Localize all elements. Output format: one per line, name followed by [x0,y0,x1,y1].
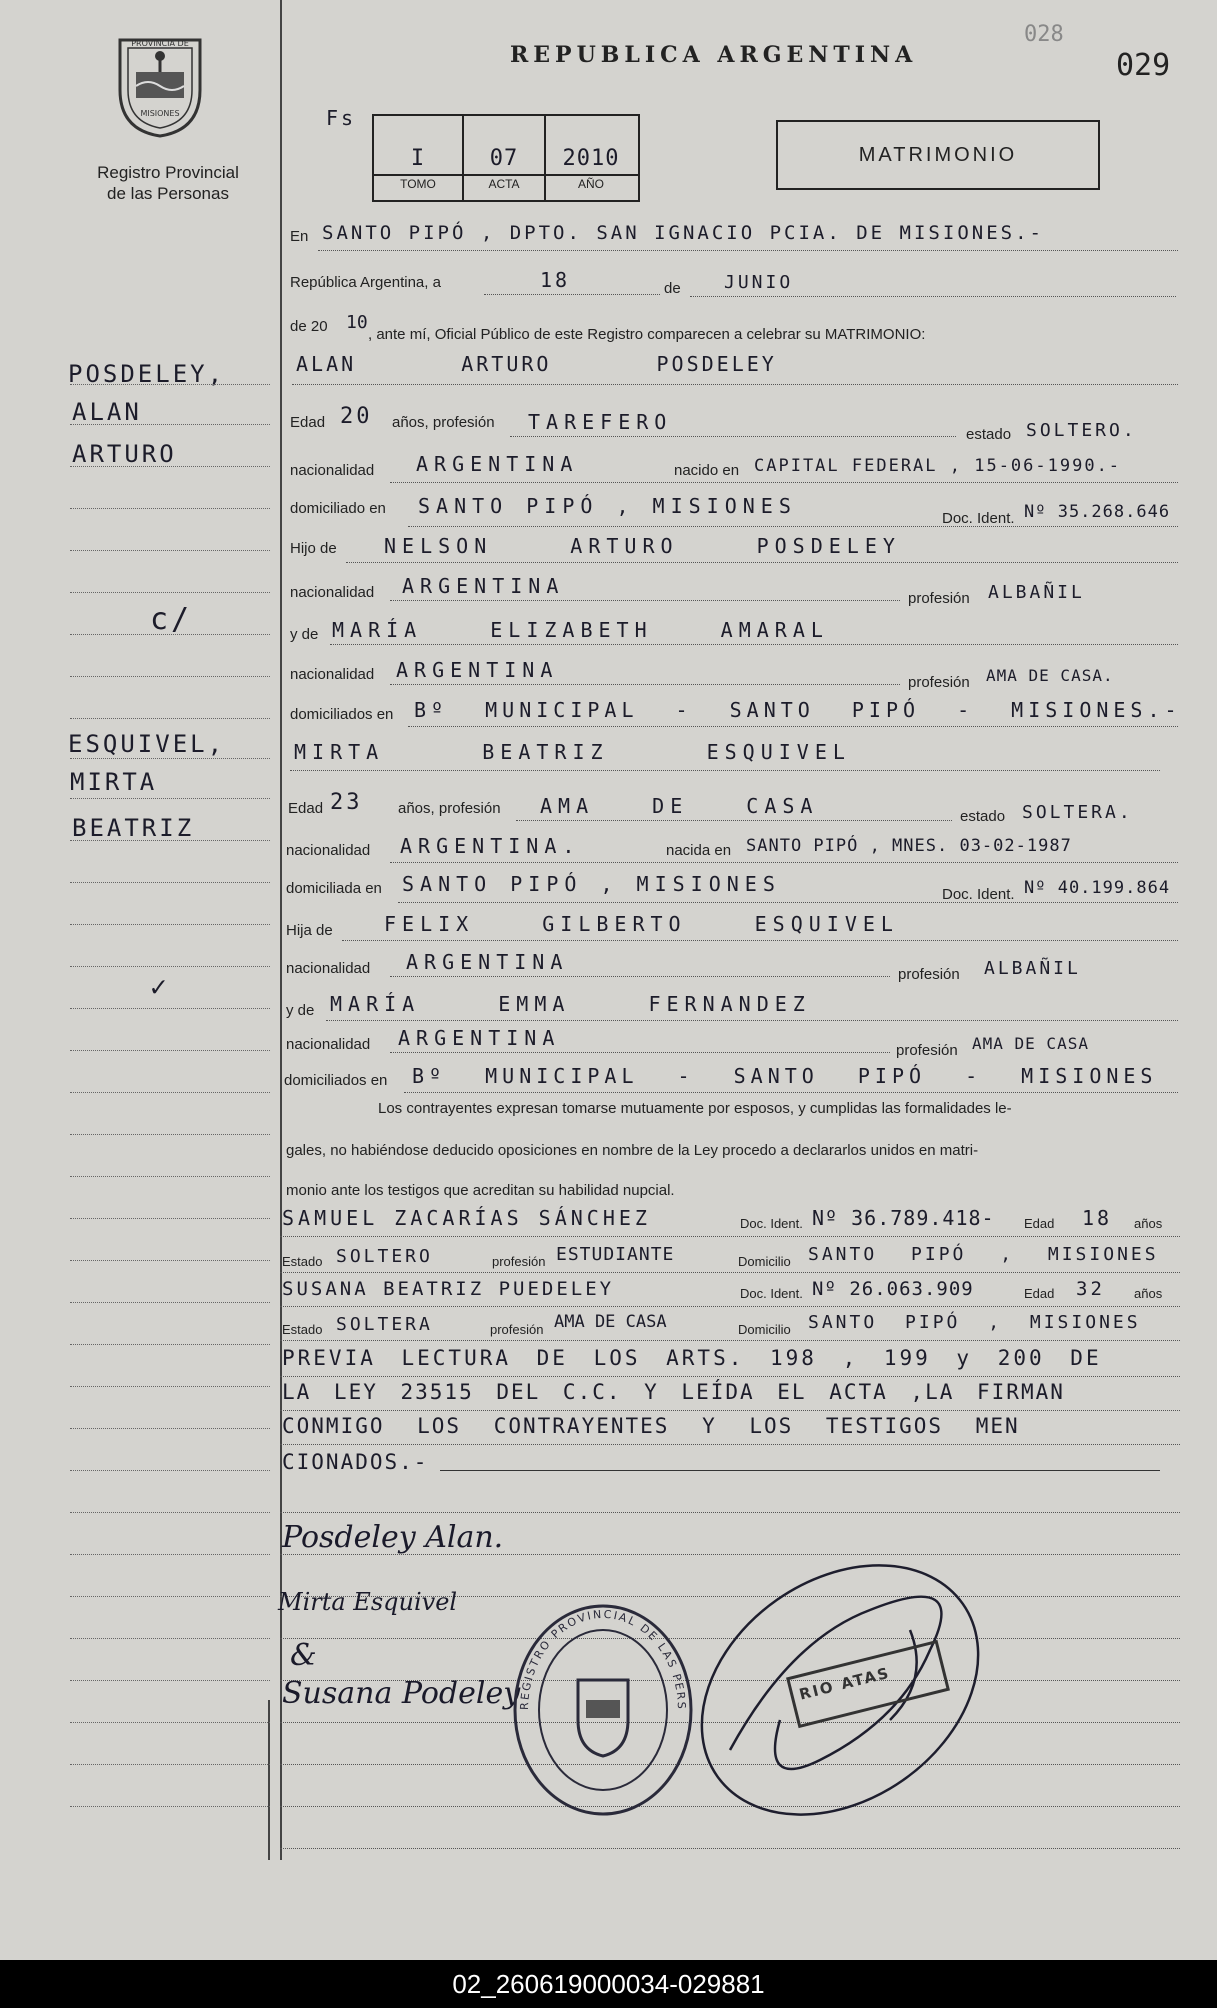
margin-line [70,676,270,677]
margin-line [70,1092,270,1093]
wife-profession: AMA DE CASA [540,794,819,818]
signature-witness-mark: & [290,1638,317,1673]
country-title: REPUBLICA ARGENTINA [510,42,918,68]
anos-profesion-label: años, profesión [398,800,501,817]
en-label: En [290,228,309,245]
margin-line [70,882,270,883]
husband-birth: CAPITAL FEDERAL , 15-06-1990.- [754,456,1122,476]
tomo-label: TOMO [400,177,436,191]
margin-line [70,466,270,467]
margin-line [70,1722,270,1723]
margin-line [70,384,270,385]
emblem-bottom-text: MISIONES [140,109,180,118]
anos-label: años [1134,1286,1163,1301]
margin-wife-name1: MIRTA [70,768,158,796]
page-number-stamp: 029 [1116,48,1171,83]
wyde-line [326,1020,1178,1021]
witness2-profession: AMA DE CASA [554,1312,667,1332]
witness2-age: 32 [1076,1278,1105,1300]
estado-cap-label: Estado [282,1254,323,1269]
wife-profession-line [516,820,952,821]
year-suffix: 10 [346,312,368,333]
legal-line-3: monio ante los testigos que acreditan su habilidad nupcial. [286,1182,675,1199]
rect-stamp-text: RIO ATAS [797,1663,893,1704]
margin-husband-name2: ARTURO [72,440,177,468]
doc-label: Doc. Ident. [740,1216,803,1231]
yde-line [330,644,1178,645]
margin-line [70,592,270,593]
margin-line [70,1302,270,1303]
margin-line [70,1260,270,1261]
legal-line-2: gales, no habiéndose deducido oposiciones en nombre de la Ley procedo a declararlos unidos en matri- [286,1142,979,1159]
closing-line-4: CIONADOS.- [282,1450,429,1474]
wife-mother-profession: AMA DE CASA [972,1034,1089,1053]
margin-line [70,718,270,719]
ruled-line [280,1512,1180,1513]
legal-line-1: Los contrayentes expresan tomarse mutuamente por esposos, y cumplidas las formalidades le- [378,1100,1012,1117]
margin-connector: c/ [150,602,193,637]
signature-witness2: Susana Podeley [282,1676,521,1711]
anos-profesion-label: años, profesión [392,414,495,431]
husband-profession: TAREFERO [528,410,673,434]
estado-cap-label: Estado [282,1322,323,1337]
margin-line [70,924,270,925]
w1-line [280,1236,1180,1237]
day-line [484,294,660,295]
scan-filename-bar [0,1960,1217,2008]
margin-line [70,1134,270,1135]
margin-check: ✓ [150,970,170,1003]
estado-label: estado [960,808,1006,825]
tomo-acta-table [372,114,640,202]
husband-status: SOLTERO. [1026,420,1137,441]
wfnat-line [390,976,890,977]
margin-line [70,550,270,551]
husband-mother-nationality: ARGENTINA [396,658,559,682]
margin-line [70,1008,270,1009]
profesion-label: profesión [898,966,960,983]
estado-label: estado [966,426,1012,443]
fnat-line [390,600,900,601]
seal-text: REGISTRO PROVINCIAL DE LAS PERS [517,1607,689,1712]
margin-line [70,1218,270,1219]
domiciliado-label: domiciliado en [290,500,386,517]
tomo-value: I [410,146,426,171]
husband-nationality: ARGENTINA [416,452,579,476]
hijo-label: Hijo de [290,540,337,557]
domicilio-label: Domicilio [738,1254,791,1269]
scan-filename: 02_260619000034-029881 [452,1969,765,1999]
margin-line [70,1470,270,1471]
witness1-address: SANTO PIPÓ , MISIONES [808,1244,1159,1265]
margin-divider [280,0,282,1860]
fs-mark: Fs [326,106,357,130]
husband-mother: MARÍA ELIZABETH AMARAL [332,618,829,642]
c3-line [280,1444,1180,1445]
doc-label: Doc. Ident. [942,886,1015,903]
hija-label: Hija de [286,922,333,939]
hijo-line [346,562,1178,563]
witness1-doc: Nº 36.789.418- [812,1206,995,1230]
wife-status: SOLTERA. [1022,802,1133,823]
margin-divider-lower [268,1700,270,1860]
month-line [690,296,1176,297]
margin-line [70,966,270,967]
hija-line [342,940,1178,941]
margin-line [70,1428,270,1429]
nacido-label: nacido en [674,462,740,479]
edad-label: Edad [1024,1216,1055,1231]
husband-father-nationality: ARGENTINA [402,574,565,598]
de-label: de [664,280,681,297]
margin-husband-name1: ALAN [72,398,142,426]
place: SANTO PIPÓ , DPTO. SAN IGNACIO PCIA. DE MISIONES.- [322,222,1044,244]
domiciliados-label: domiciliados en [284,1072,388,1089]
w2-line [280,1306,1180,1307]
act-type-label: MATRIMONIO [858,144,1018,166]
margin-line [70,1680,270,1681]
margin-line [70,634,270,635]
dom-line [408,526,1178,527]
margin-line [70,1050,270,1051]
doc-label: Doc. Ident. [942,510,1015,527]
wife-birth: SANTO PIPÓ , MNES. 03-02-1987 [746,836,1072,856]
margin-line [70,424,270,425]
ano-value: 2010 [562,146,620,171]
witness1-profession: ESTUDIANTE [556,1244,675,1265]
margin-line [70,758,270,759]
witness1-age: 18 [1082,1206,1113,1230]
wife-parents-address: Bº MUNICIPAL - SANTO PIPÓ - MISIONES [412,1064,1158,1088]
witness2-address: SANTO PIPÓ , MISIONES [808,1312,1141,1333]
wife-father: FELIX GILBERTO ESQUIVEL [384,912,899,936]
nacionalidad-label: nacionalidad [290,462,375,479]
husband-full-name: ALAN ARTURO POSDELEY [296,352,777,376]
anos-label: años [1134,1216,1163,1231]
profesion-label: profesión [908,674,970,691]
margin-line [70,1176,270,1177]
wife-father-profession: ALBAÑIL [984,958,1081,979]
signature-wife: Mirta Esquivel [278,1588,458,1616]
c4-line [440,1470,1160,1471]
w2b-line [280,1340,1180,1341]
c1-line [280,1376,1180,1377]
nacionalidad-label: nacionalidad [286,842,371,859]
margin-line [70,1806,270,1807]
wife-line [290,770,1160,771]
intro-text: , ante mí, Oficial Público de este Registro comparecen a celebrar su MATRIMONIO: [368,326,926,343]
nacionalidad-label: nacionalidad [286,1036,371,1053]
republica-label: República Argentina, a [290,274,441,291]
edad-label: Edad [288,800,324,817]
day: 18 [540,268,571,292]
margin-line [70,1554,270,1555]
wmnat-line [390,1052,890,1053]
wife-age: 23 [330,790,363,815]
yde-label: y de [290,626,319,643]
husband-mother-profession: AMA DE CASA. [986,666,1114,685]
yde-label: y de [286,1002,315,1019]
province-emblem [112,30,208,140]
doc-label: Doc. Ident. [740,1286,803,1301]
year-prefix: de 20 [290,318,328,335]
c2-line [280,1410,1180,1411]
wife-mother-nationality: ARGENTINA [398,1026,561,1050]
month: JUNIO [724,272,794,293]
page-number-faint: 028 [1024,22,1064,47]
margin-line [70,1386,270,1387]
margin-wife-surname: ESQUIVEL, [68,730,226,758]
domiciliada-label: domiciliada en [286,880,382,897]
margin-line [70,840,270,841]
w1b-line [280,1272,1180,1273]
closing-line-1: PREVIA LECTURA DE LOS ARTS. 198 , 199 y 200 DE [282,1346,1102,1370]
wife-address: SANTO PIPÓ , MISIONES [402,872,781,896]
witness2-doc: Nº 26.063.909 [812,1278,974,1300]
witness1-status: SOLTERO [336,1246,433,1267]
margin-line [70,508,270,509]
wnac-line [390,862,1178,863]
husband-doc: Nº 35.268.646 [1024,502,1171,522]
margin-wife-name2: BEATRIZ [72,814,195,842]
profesion-label: profesión [908,590,970,607]
nac-line [390,482,1178,483]
doms-line [408,726,1178,727]
witness1-name: SAMUEL ZACARÍAS SÁNCHEZ [282,1206,651,1230]
husband-father: NELSON ARTURO POSDELEY [384,534,901,558]
acta-value: 07 [489,146,519,171]
husband-father-profession: ALBAÑIL [988,582,1085,603]
witness2-name: SUSANA BEATRIZ PUEDELEY [282,1278,615,1300]
nacionalidad-label: nacionalidad [286,960,371,977]
husband-profession-line [510,436,956,437]
signature-husband: Posdeley Alan. [282,1520,504,1555]
closing-line-2: LA LEY 23515 DEL C.C. Y LEÍDA EL ACTA ,LA FIRMAN [282,1380,1065,1404]
edad-label: Edad [290,414,326,431]
wife-nationality: ARGENTINA. [400,834,581,858]
act-type-box [776,120,1100,190]
profesion-label: profesión [492,1254,546,1269]
margin-husband-surname: POSDELEY, [68,360,226,388]
emblem-top-text: PROVINCIA DE [131,39,189,48]
wdoms-line [404,1092,1178,1093]
margin-line [70,1512,270,1513]
margin-line [70,1344,270,1345]
closing-line-3: CONMIGO LOS CONTRAYENTES Y LOS TESTIGOS MEN [282,1414,1020,1438]
husband-address: SANTO PIPÓ , MISIONES [418,494,797,518]
registry-name-line2: de las Personas [107,184,229,203]
wife-father-nationality: ARGENTINA [406,950,569,974]
ano-label: AÑO [577,177,604,191]
margin-line [70,1596,270,1597]
place-line [318,250,1178,251]
domicilio-label: Domicilio [738,1322,791,1337]
registry-name-line1: Registro Provincial [97,163,239,182]
svg-text:REGISTRO PROVINCIAL DE LAS PER [508,1600,688,1711]
profesion-label: profesión [490,1322,544,1337]
wife-doc: Nº 40.199.864 [1024,878,1171,898]
edad-label: Edad [1024,1286,1055,1301]
wife-mother: MARÍA EMMA FERNANDEZ [330,992,811,1016]
wdom-line [398,902,1178,903]
mnat-line [390,684,900,685]
witness2-status: SOLTERA [336,1314,433,1335]
margin-line [70,1638,270,1639]
husband-age: 20 [340,404,373,429]
margin-line [70,1764,270,1765]
nacionalidad-label: nacionalidad [290,666,375,683]
husband-parents-address: Bº MUNICIPAL - SANTO PIPÓ - MISIONES.- [414,698,1182,722]
margin-line [70,798,270,799]
nacida-label: nacida en [666,842,732,859]
nacionalidad-label: nacionalidad [290,584,375,601]
husband-line [292,384,1178,385]
acta-label: ACTA [488,177,520,191]
domiciliados-label: domiciliados en [290,706,394,723]
wife-full-name: MIRTA BEATRIZ ESQUIVEL [294,740,851,764]
profesion-label: profesión [896,1042,958,1059]
